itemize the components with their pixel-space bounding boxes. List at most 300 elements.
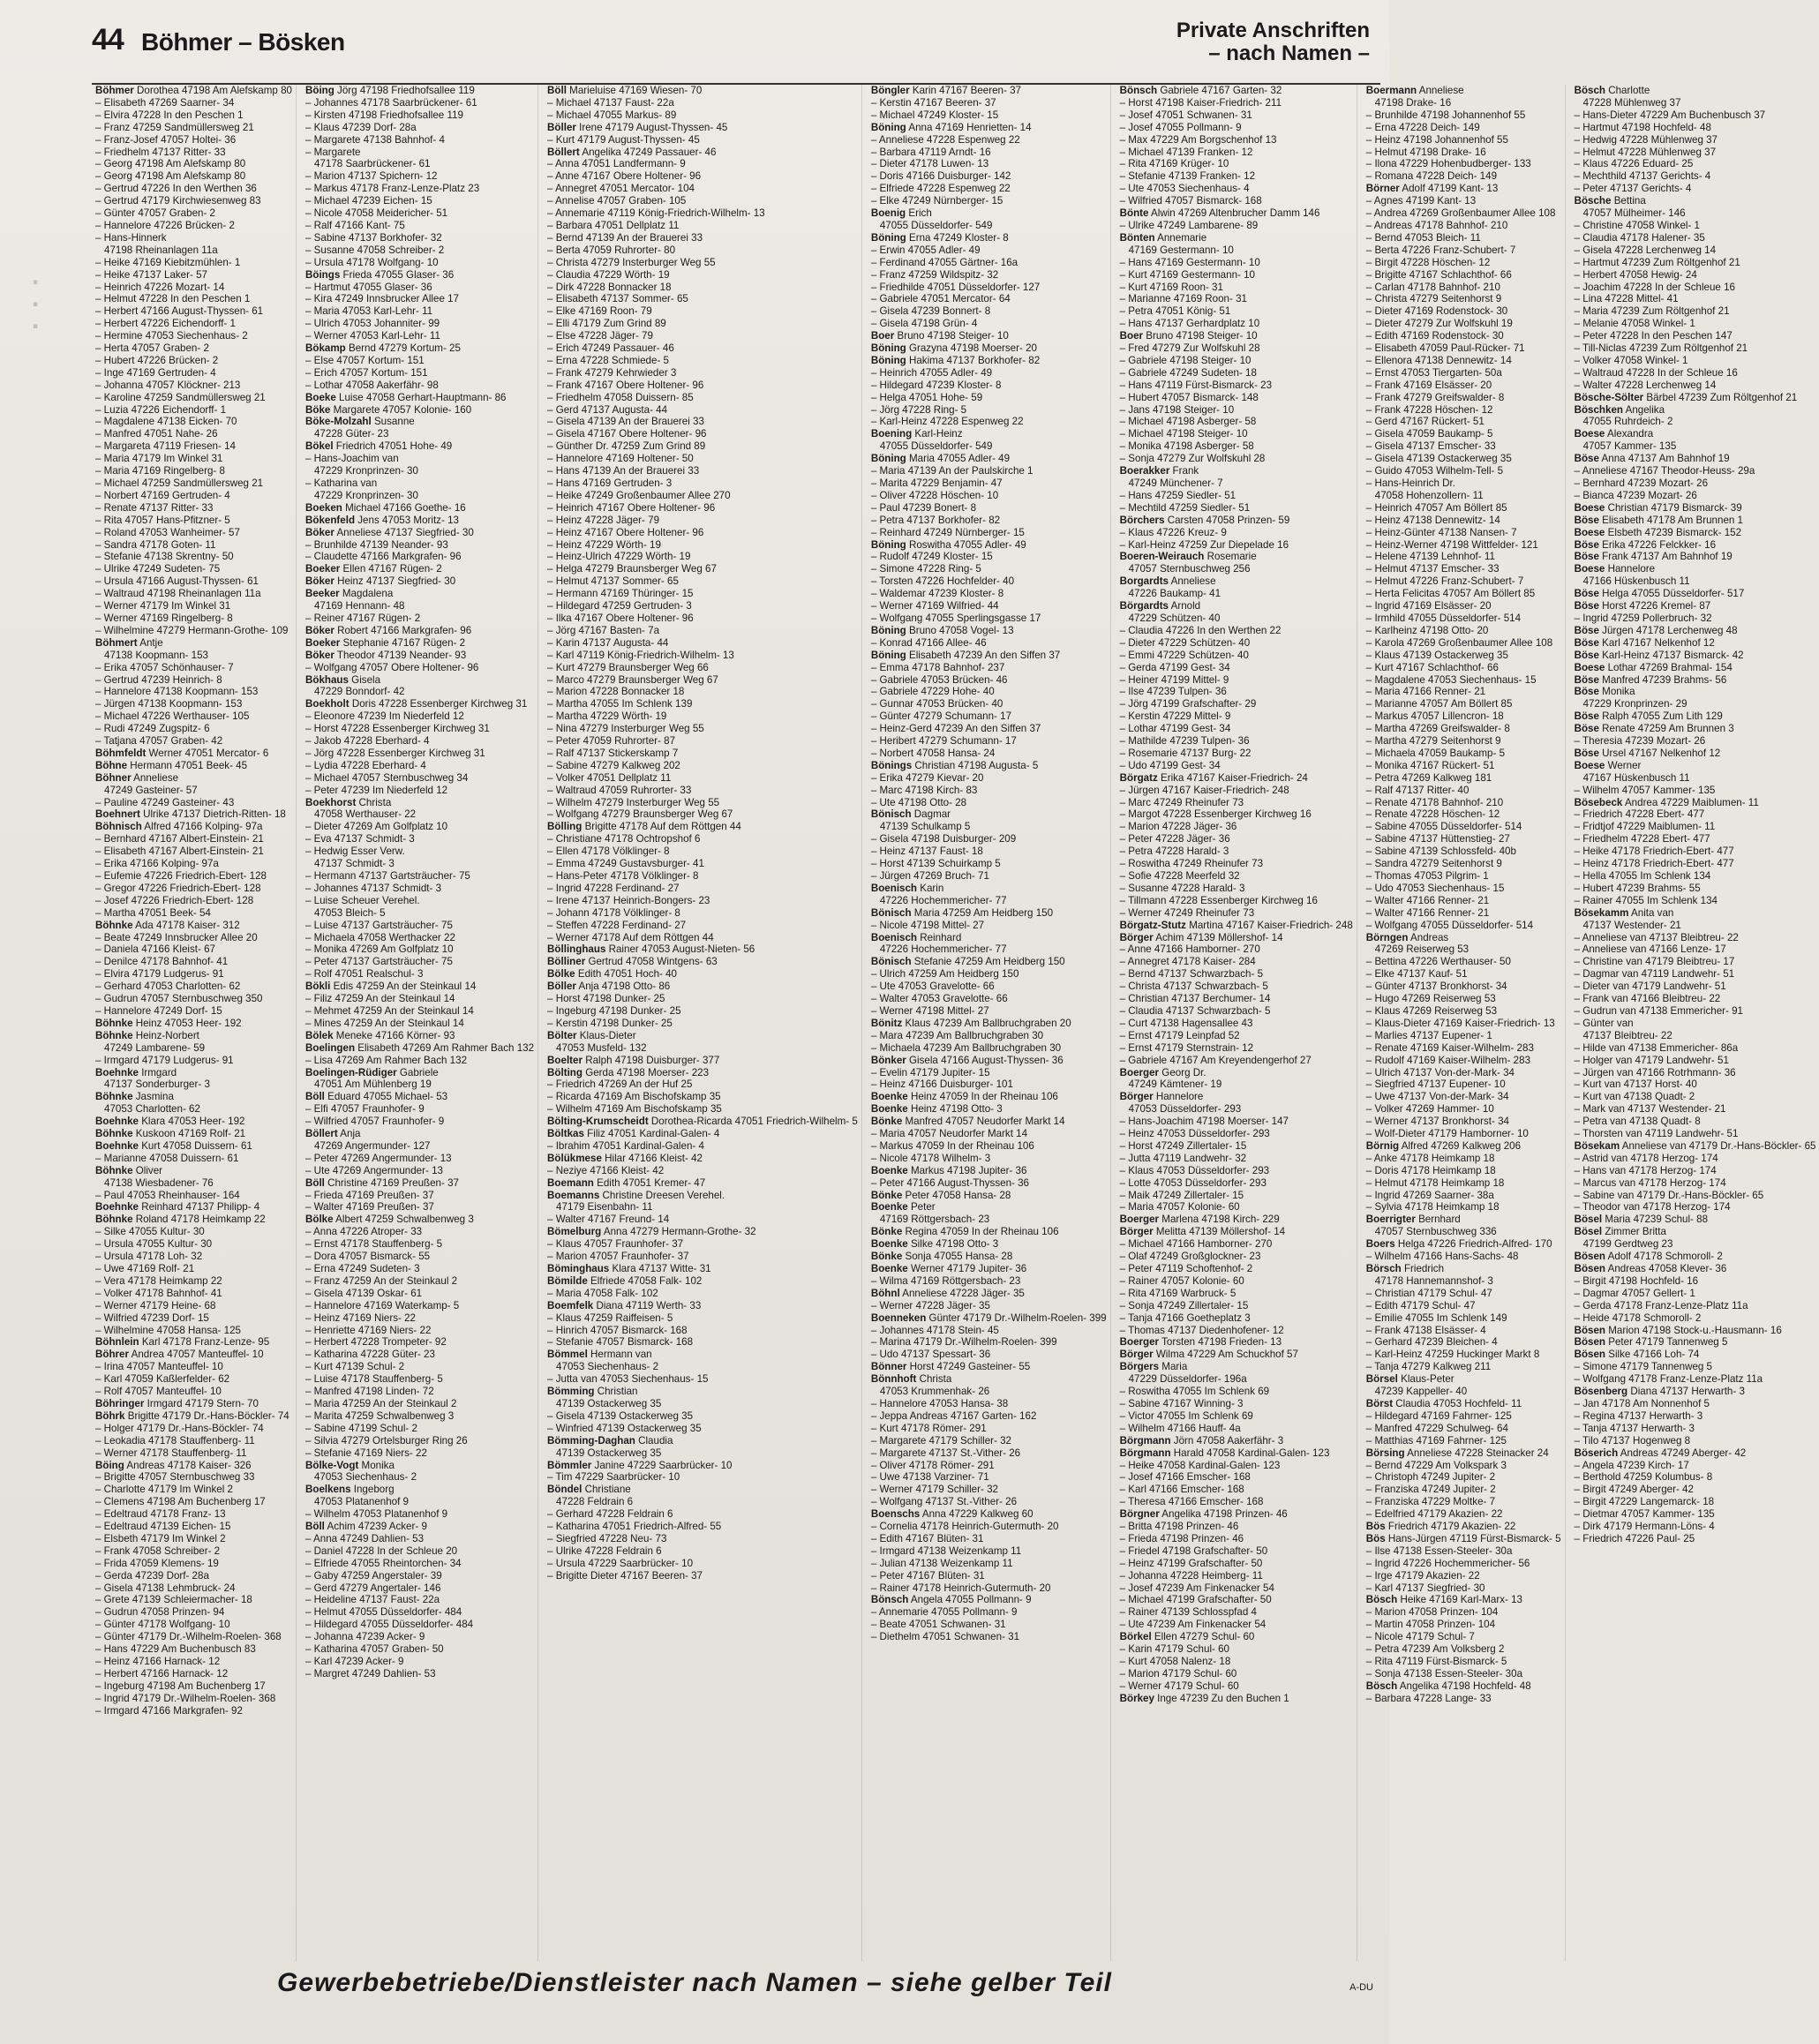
listing-entry [1120, 883, 1353, 895]
listing-entry [95, 109, 292, 122]
surname: Börsel [1365, 1373, 1398, 1386]
entry-text: – Heinz 47138 Dennewitz- 14 [1365, 514, 1500, 526]
entry-text: – Hans-Dieter 47229 Am Buchenbusch 37 [1574, 109, 1766, 121]
listing-entry [1120, 1325, 1353, 1337]
entry-text: Werner [1605, 759, 1642, 771]
entry-text: – Maria 47053 Karl-Lehr- 11 [304, 305, 433, 318]
entry-text: – Klaus 47053 Düsseldorfer- 293 [1119, 1164, 1270, 1176]
listing-entry [95, 1460, 292, 1472]
entry-text: – Heide 47178 Schmoroll- 2 [1574, 1311, 1702, 1324]
entry-text: Friedrich [1401, 1263, 1445, 1274]
entry-text: – Frank van 47166 Bleibtreu- 22 [1574, 993, 1721, 1005]
listing-entry [1120, 257, 1353, 269]
listing-entry [305, 515, 534, 527]
listing-entry [305, 122, 534, 134]
listing-entry [95, 379, 292, 392]
listing-entry [1120, 1128, 1353, 1140]
entry-text: – Frida 47059 Klemens- 19 [95, 1557, 219, 1569]
listing-entry [1575, 1055, 1816, 1067]
entry-text: Helga 47055 Düsseldorfer- 517 [1598, 588, 1745, 600]
entry-text: – Ralf 47137 Stickerskamp 7 [547, 747, 679, 759]
listing-entry [1366, 1680, 1561, 1693]
entry-text: – Jutta 47119 Landwehr- 32 [1119, 1152, 1247, 1164]
listing-entry [1120, 85, 1353, 97]
listing-entry [1575, 637, 1816, 650]
listing-entry [1120, 416, 1353, 428]
entry-text: – Karl 47239 Acker- 9 [304, 1656, 404, 1667]
entry-text: – Volker 47178 Bahnhof- 41 [95, 1287, 222, 1299]
section-heading-line2: – nach Namen – [1208, 41, 1370, 65]
listing-entry [871, 1410, 1107, 1423]
entry-text: – Hildegard 47055 Düsseldorfer- 484 [304, 1619, 474, 1631]
entry-text: – Helga 47279 Braunsberger Weg 67 [547, 563, 717, 575]
listing-entry [1575, 968, 1816, 981]
listing-entry [1120, 1668, 1353, 1680]
listing-entry [305, 1275, 534, 1288]
entry-text: – Hans-Peter 47178 Völklinger- 8 [547, 870, 699, 882]
entry-text: – Gertrud 47239 Heinrich- 8 [95, 673, 222, 686]
entry-text: Jasmina [132, 1091, 174, 1103]
surname: Boenneken [870, 1311, 927, 1324]
listing-entry [95, 195, 292, 207]
listing-entry [1120, 760, 1353, 772]
listing-entry [1575, 147, 1816, 159]
entry-text: – Dagmar 47057 Gellert- 1 [1574, 1287, 1695, 1299]
entry-text: Bruno 47198 Steiger- 10 [1143, 330, 1258, 342]
listing-entry [305, 808, 534, 821]
entry-text: – Udo 47199 Gest- 34 [1119, 759, 1221, 771]
entry-text: – Karl-Heinz 47259 Zur Diepelade 16 [1119, 538, 1289, 551]
listing-entry [1575, 858, 1816, 870]
entry-text: – Sabine 47167 Winning- 3 [1119, 1397, 1244, 1409]
entry-text: – Josef 47051 Schwanen- 31 [1119, 109, 1252, 121]
entry-text: – Jürgen 47167 Kaiser-Friedrich- 248 [1119, 784, 1289, 796]
listing-entry [871, 993, 1107, 1005]
entry-text: – Henriette 47169 Niers- 22 [304, 1324, 432, 1336]
entry-text: Horst 47226 Kremel- 87 [1598, 600, 1711, 612]
listing-entry [871, 1042, 1107, 1055]
entry-text: – Claudia 47226 In den Werthen 22 [1119, 624, 1282, 636]
listing-entry [305, 453, 534, 465]
entry-text: Diana 47137 Herwarth- 3 [1627, 1386, 1745, 1398]
entry-text: Andreas 47178 Kaiser- 326 [124, 1459, 252, 1471]
entry-text: – Karoline 47259 Sandmüllersweg 21 [95, 391, 266, 403]
listing-entry [95, 330, 292, 342]
listing-entry [305, 1594, 534, 1606]
listing-entry [1575, 1201, 1816, 1214]
entry-text: Bernhard [1415, 1214, 1461, 1226]
listing-entry [1120, 612, 1353, 625]
listing-entry [1575, 257, 1816, 269]
listing-entry [95, 1153, 292, 1165]
listing-entry [547, 895, 858, 907]
listing-entry [305, 1508, 534, 1521]
entry-text: – Peter 47137 Gerichts- 4 [1574, 183, 1692, 195]
entry-text: – Werner 47178 Stauffenberg- 11 [95, 1447, 247, 1459]
entry-text: – Mehmet 47259 An der Steinkaul 14 [304, 1004, 474, 1017]
entry-text: – Jürgen 47269 Bruch- 71 [870, 870, 989, 882]
entry-text: – Annelise 47057 Graben- 105 [547, 195, 687, 207]
entry-text: 47249 Münchener- 7 [1128, 477, 1223, 489]
listing-entry [305, 821, 534, 833]
surname: Boese [1574, 759, 1605, 771]
surname: Bölke [304, 1214, 334, 1226]
listing-entry [305, 1116, 534, 1128]
entry-text: – Else 47057 Kortum- 151 [304, 354, 425, 366]
entry-text: Silke 47166 Loh- 74 [1605, 1349, 1700, 1361]
entry-text: – Wolfgang 47057 Obere Holtener- 96 [304, 661, 479, 673]
surname: Böhnisch [95, 821, 142, 833]
entry-text: 47249 Lambarene- 59 [104, 1041, 206, 1054]
listing-entry [1366, 147, 1561, 159]
entry-text: – Gisela 47139 Oskar- 61 [304, 1287, 423, 1299]
listing-entry [1366, 1656, 1561, 1668]
entry-text: – Angela 47239 Kirch- 17 [1574, 1459, 1689, 1471]
surname: Boehnert [95, 808, 140, 821]
entry-text: – Wilhelm 47279 Insterburger Weg 55 [547, 796, 720, 808]
entry-text: – Gerd 47279 Angertaler- 146 [304, 1582, 441, 1594]
listing-entry [547, 723, 858, 735]
entry-text: – Günther Dr. 47259 Zum Grind 89 [547, 440, 706, 453]
listing-entry [95, 1103, 292, 1116]
entry-text: – Andrea 47269 Großenbaumer Allee 108 [1365, 207, 1556, 220]
listing-entry [1120, 563, 1353, 575]
listing-entry [1575, 1214, 1816, 1226]
listing-entry [1366, 993, 1561, 1005]
entry-text: – Annegret 47051 Mercator- 104 [547, 183, 695, 195]
entry-text: – Peter 47167 Blüten- 31 [870, 1569, 985, 1582]
listing-entry [305, 1471, 534, 1484]
surname: Bönisch [870, 956, 912, 968]
entry-text: – Lina 47228 Mittel- 41 [1574, 293, 1679, 305]
listing-entry [1575, 367, 1816, 379]
entry-text: – Michael 47198 Steiger- 10 [1119, 428, 1248, 440]
listing-entry [1120, 674, 1353, 687]
entry-text: – Hans 47229 Am Buchenbusch 83 [95, 1643, 256, 1656]
listing-entry [1120, 662, 1353, 674]
surname: Boerger [1119, 1336, 1160, 1349]
listing-entry [1120, 1165, 1353, 1177]
entry-text: Bruno 47198 Steiger- 10 [894, 330, 1009, 342]
surname: Böhmert [95, 636, 138, 649]
entry-text: – Jörg 47199 Grafschafter- 29 [1119, 698, 1257, 710]
listing-entry [1366, 1078, 1561, 1091]
surname: Boekhorst [304, 796, 357, 808]
entry-text: – Michael 47057 Sternbuschweg 34 [304, 771, 469, 784]
listing-entry [547, 1423, 858, 1435]
entry-text: Anna 47229 Kalkweg 60 [920, 1508, 1034, 1521]
entry-text: – Heinz 47178 Friedrich-Ebert- 477 [1574, 858, 1734, 870]
entry-text: – Kurt van 47137 Horst- 40 [1574, 1078, 1697, 1091]
listing-entry [871, 440, 1107, 453]
listing-entry [1120, 932, 1353, 944]
listing-entry [1120, 1594, 1353, 1606]
listing-entry [1120, 1631, 1353, 1643]
entry-text: Jörg 47198 Friedhofsallee 119 [334, 85, 475, 96]
entry-text: – Elisabeth 47059 Paul-Rücker- 71 [1365, 342, 1525, 355]
entry-text: – Mines 47259 An der Steinkaul 14 [304, 1017, 464, 1029]
surname: Bös [1365, 1521, 1386, 1533]
entry-text: Angelika 47249 Passauer- 46 [579, 146, 717, 158]
entry-text: – Tillmann 47228 Essenberger Kirchweg 16 [1119, 894, 1318, 906]
entry-text: – Herbert 47228 Trompeter- 92 [304, 1336, 447, 1349]
listing-entry [1575, 1177, 1816, 1190]
entry-text: Gabriele [396, 1066, 439, 1078]
listing-entry [871, 1386, 1107, 1398]
listing-entry [95, 698, 292, 710]
entry-text: – Mark van 47137 Westender- 21 [1574, 1103, 1726, 1116]
listing-entry [95, 808, 292, 821]
listing-entry [547, 183, 858, 195]
listing-entry [1120, 625, 1353, 637]
entry-text: – Agnes 47199 Kant- 13 [1365, 195, 1477, 207]
listing-entry [871, 821, 1107, 833]
entry-text: – Klaus 47239 Dorf- 28a [304, 121, 417, 133]
listing-entry [95, 1705, 292, 1717]
entry-text: – Theresa 47166 Emscher- 168 [1119, 1496, 1264, 1508]
entry-text: – Ibrahim 47051 Kardinal-Galen- 4 [547, 1139, 704, 1152]
entry-text: – Hinrich 47057 Bismarck- 168 [547, 1324, 688, 1336]
entry-text: – Dieter 47169 Rodenstock- 30 [1365, 305, 1508, 318]
entry-text: – Horst 47228 Essenberger Kirchweg 31 [304, 723, 490, 735]
entry-text: – Hubert 47239 Brahms- 55 [1574, 882, 1701, 894]
entry-text: – Petra 47137 Borkhofer- 82 [870, 514, 1001, 526]
listing-entry [1120, 956, 1353, 968]
entry-text: – Manfred 47051 Nahe- 26 [95, 428, 218, 440]
entry-text: Ellen 47279 Schul- 60 [1151, 1631, 1255, 1643]
entry-text: Susanne [371, 416, 415, 428]
listing-entry [547, 1263, 858, 1275]
listing-entry [871, 845, 1107, 858]
entry-text: – Volker 47269 Hammer- 10 [1365, 1103, 1494, 1116]
entry-text: Achim 47239 Acker- 9 [324, 1521, 427, 1533]
entry-text: Bärbel 47239 Zum Röltgenhof 21 [1643, 391, 1798, 403]
listing-entry [871, 515, 1107, 527]
entry-text: – Klaus 47226 Kreuz- 9 [1119, 526, 1227, 538]
entry-text: – Gisela 47167 Obere Holtener- 96 [547, 428, 707, 440]
entry-text: Adolf 47178 Schmoroll- 2 [1605, 1251, 1723, 1263]
entry-text: Heike 47169 Karl-Marx- 13 [1397, 1594, 1522, 1606]
entry-text: – Tanja 47137 Herwarth- 3 [1574, 1422, 1695, 1434]
entry-text: – Christian 47179 Schul- 47 [1365, 1287, 1492, 1299]
listing-entry [1575, 1386, 1816, 1398]
entry-text: Anneliese 47228 Jäger- 35 [899, 1287, 1025, 1299]
entry-text: – Wilfried 47057 Fraunhofer- 9 [304, 1116, 445, 1128]
listing-entry [305, 1140, 534, 1153]
listing-entry [1575, 428, 1816, 440]
listing-entry [871, 539, 1107, 552]
listing-entry [95, 170, 292, 183]
entry-text: 47058 Hohenzollern- 11 [1374, 489, 1484, 501]
listing-entry [1366, 1128, 1561, 1140]
listing-entry [1575, 453, 1816, 465]
entry-text: 47249 Gasteiner- 57 [104, 784, 198, 796]
listing-entry [305, 1631, 534, 1643]
listing-entry [305, 1558, 534, 1570]
listing-entry [1575, 318, 1816, 330]
entry-text: 47178 Hannemannshof- 3 [1374, 1274, 1493, 1287]
surname: Boer [1119, 330, 1144, 342]
listing-entry [1575, 1288, 1816, 1300]
entry-text: – Julian 47138 Weizenkamp 11 [870, 1557, 1013, 1569]
listing-entry [305, 1619, 534, 1631]
entry-text: – Tatjana 47057 Graben- 42 [95, 735, 223, 748]
entry-text: – Karin 47179 Schul- 60 [1119, 1643, 1230, 1656]
listing-entry [871, 232, 1107, 244]
listing-entry [547, 1336, 858, 1349]
entry-text: – Jürgen 47138 Koopmann- 153 [95, 698, 243, 710]
listing-entry [305, 612, 534, 625]
listing-entry [871, 1251, 1107, 1263]
entry-text: – Erika 47057 Schönhauser- 7 [95, 661, 234, 673]
listing-entry [1366, 1361, 1561, 1373]
listing-entry [1366, 563, 1561, 575]
listing-entry [1120, 293, 1353, 305]
listing-entry [871, 134, 1107, 147]
listing-column [871, 85, 1111, 1961]
entry-text: 47229 Düsseldorfer- 196a [1128, 1373, 1247, 1386]
listing-entry [1120, 588, 1353, 600]
listing-entry [871, 1300, 1107, 1312]
listing-entry [547, 1177, 858, 1190]
listing-entry [95, 1386, 292, 1398]
entry-text: – Bernd 47139 An der Brauerei 33 [547, 231, 703, 244]
entry-text: 47139 Ostackerweg 35 [556, 1447, 662, 1459]
entry-text: 47053 Siechenhaus- 2 [313, 1471, 417, 1484]
listing-entry [1575, 920, 1816, 932]
entry-text: – Wolfgang 47055 Düsseldorfer- 514 [1365, 919, 1534, 931]
surname: Boenisch [870, 931, 918, 943]
entry-text: Wilma 47229 Am Schuckhof 57 [1153, 1349, 1298, 1361]
entry-text: – Ilona 47229 Hohenbudberger- 133 [1365, 158, 1531, 170]
surname: Bönke [870, 1226, 903, 1238]
entry-text: – Sabine 47137 Borkhofer- 32 [304, 231, 442, 244]
entry-text: 47055 Düsseldorfer- 549 [879, 219, 993, 231]
entry-text: – Marlies 47137 Eupener- 1 [1365, 1029, 1492, 1041]
entry-text: – Luise 47137 Gartsträucher- 75 [304, 919, 453, 931]
entry-text: – Dieter 47229 Schützen- 40 [1119, 636, 1251, 649]
listing-entry [1575, 220, 1816, 232]
listing-entry [1575, 195, 1816, 207]
entry-text: – Heinz-Werner 47198 Wittfelder- 121 [1365, 538, 1538, 551]
listing-entry [1366, 981, 1561, 993]
surname: Böing [95, 1459, 124, 1471]
listing-entry [871, 932, 1107, 944]
entry-text: – Ernst 47179 Leinpfad 52 [1119, 1029, 1240, 1041]
listing-entry [305, 563, 534, 575]
entry-text: 47239 Kappeller- 40 [1374, 1386, 1468, 1398]
listing-entry [305, 1238, 534, 1251]
listing-entry [1575, 588, 1816, 600]
entry-text: Reinhard 47137 Philipp- 4 [138, 1201, 260, 1214]
listing-entry [95, 220, 292, 232]
surname: Böndel [547, 1484, 583, 1496]
listing-columns [95, 85, 1816, 1961]
entry-text: – Walter 47169 Preußen- 37 [304, 1201, 434, 1214]
listing-entry [1120, 134, 1353, 147]
listing-entry [1366, 1693, 1561, 1705]
entry-text: 47053 Siechenhaus- 2 [556, 1361, 659, 1373]
entry-text: – Marc 47198 Kirch- 83 [870, 784, 978, 796]
surname: Bösen [1574, 1336, 1606, 1349]
listing-entry [1366, 1484, 1561, 1496]
entry-text: – Kurt 47139 Schul- 2 [304, 1361, 405, 1373]
surname: Bönte [1119, 207, 1149, 220]
entry-text: – Christiane 47178 Ochtropshof 6 [547, 833, 701, 845]
listing-entry [1575, 600, 1816, 612]
entry-text: Hilar 47166 Kleist- 42 [601, 1152, 703, 1164]
listing-entry [871, 1484, 1107, 1496]
entry-text: – Markus 47059 In der Rheinau 106 [870, 1139, 1034, 1152]
listing-entry [305, 1165, 534, 1177]
entry-text: Karl 47178 Franz-Lenze- 95 [139, 1336, 270, 1349]
listing-entry [1120, 1030, 1353, 1042]
listing-entry [1120, 1680, 1353, 1693]
listing-entry [305, 1533, 534, 1545]
listing-entry [547, 1386, 858, 1398]
entry-text: – Elisabeth 47269 Saarner- 34 [95, 96, 235, 109]
surname: Böminghaus [547, 1263, 610, 1274]
listing-entry [305, 588, 534, 600]
entry-text: – Pauline 47249 Gasteiner- 43 [95, 796, 235, 808]
entry-text: – Heribert 47279 Schumann- 17 [870, 735, 1017, 748]
listing-entry [1120, 686, 1353, 698]
entry-text: – Evelin 47179 Jupiter- 15 [870, 1066, 990, 1078]
listing-entry [1575, 1153, 1816, 1165]
listing-entry [305, 748, 534, 760]
listing-entry [1120, 600, 1353, 612]
entry-text: – Karola 47269 Großenbaumer Allee 108 [1365, 636, 1553, 649]
entry-text: – Gisela 47139 An der Brauerei 33 [547, 416, 704, 428]
listing-entry [547, 551, 858, 563]
listing-entry [305, 575, 534, 588]
surname: Bösche [1574, 195, 1612, 207]
listing-entry [1366, 1214, 1561, 1226]
entry-text: – Ernst 47179 Sternstrain- 12 [1119, 1041, 1254, 1054]
entry-text: – Hans-Joachim van [304, 453, 399, 465]
surname: Böse [1574, 600, 1599, 612]
entry-text: – Hannelore 47138 Koopmann- 153 [95, 686, 259, 698]
entry-text: Renate 47259 Am Brunnen 3 [1598, 723, 1734, 735]
surname: Börgmann [1119, 1434, 1171, 1447]
entry-text: Andreas [1408, 931, 1449, 943]
entry-text: – Sandra 47279 Seitenhorst 9 [1365, 858, 1502, 870]
entry-text: – Hans 47139 An der Brauerei 33 [547, 465, 700, 477]
entry-text: Karl-Heinz 47137 Bismarck- 42 [1598, 649, 1744, 661]
listing-entry [95, 637, 292, 650]
listing-entry [95, 134, 292, 147]
listing-entry [95, 1140, 292, 1153]
entry-text: – Claudia 47178 Halener- 35 [1574, 231, 1705, 244]
listing-entry [305, 637, 534, 650]
entry-text: Achim 47139 Möllershof- 14 [1153, 931, 1283, 943]
surname: Böhnl [870, 1287, 900, 1299]
entry-text: – Walter 47167 Freund- 14 [547, 1214, 670, 1226]
listing-entry [547, 1325, 858, 1337]
listing-entry [547, 1067, 858, 1079]
entry-text: – Olaf 47249 Großglockner- 23 [1119, 1251, 1261, 1263]
listing-entry [95, 760, 292, 772]
listing-entry [1120, 1238, 1353, 1251]
entry-text: Angelika 47198 Hochfeld- 48 [1397, 1680, 1531, 1692]
listing-entry [1366, 1545, 1561, 1558]
listing-entry [305, 833, 534, 845]
entry-text: Robert 47166 Markgrafen- 96 [334, 624, 472, 636]
entry-text: Maria 47259 Am Heidberg 150 [911, 906, 1054, 919]
entry-text: Stefanie 47259 Am Heidberg 150 [911, 956, 1065, 968]
listing-entry [547, 1226, 858, 1238]
entry-text: – Sonja 47138 Essen-Steeler- 30a [1365, 1667, 1523, 1680]
